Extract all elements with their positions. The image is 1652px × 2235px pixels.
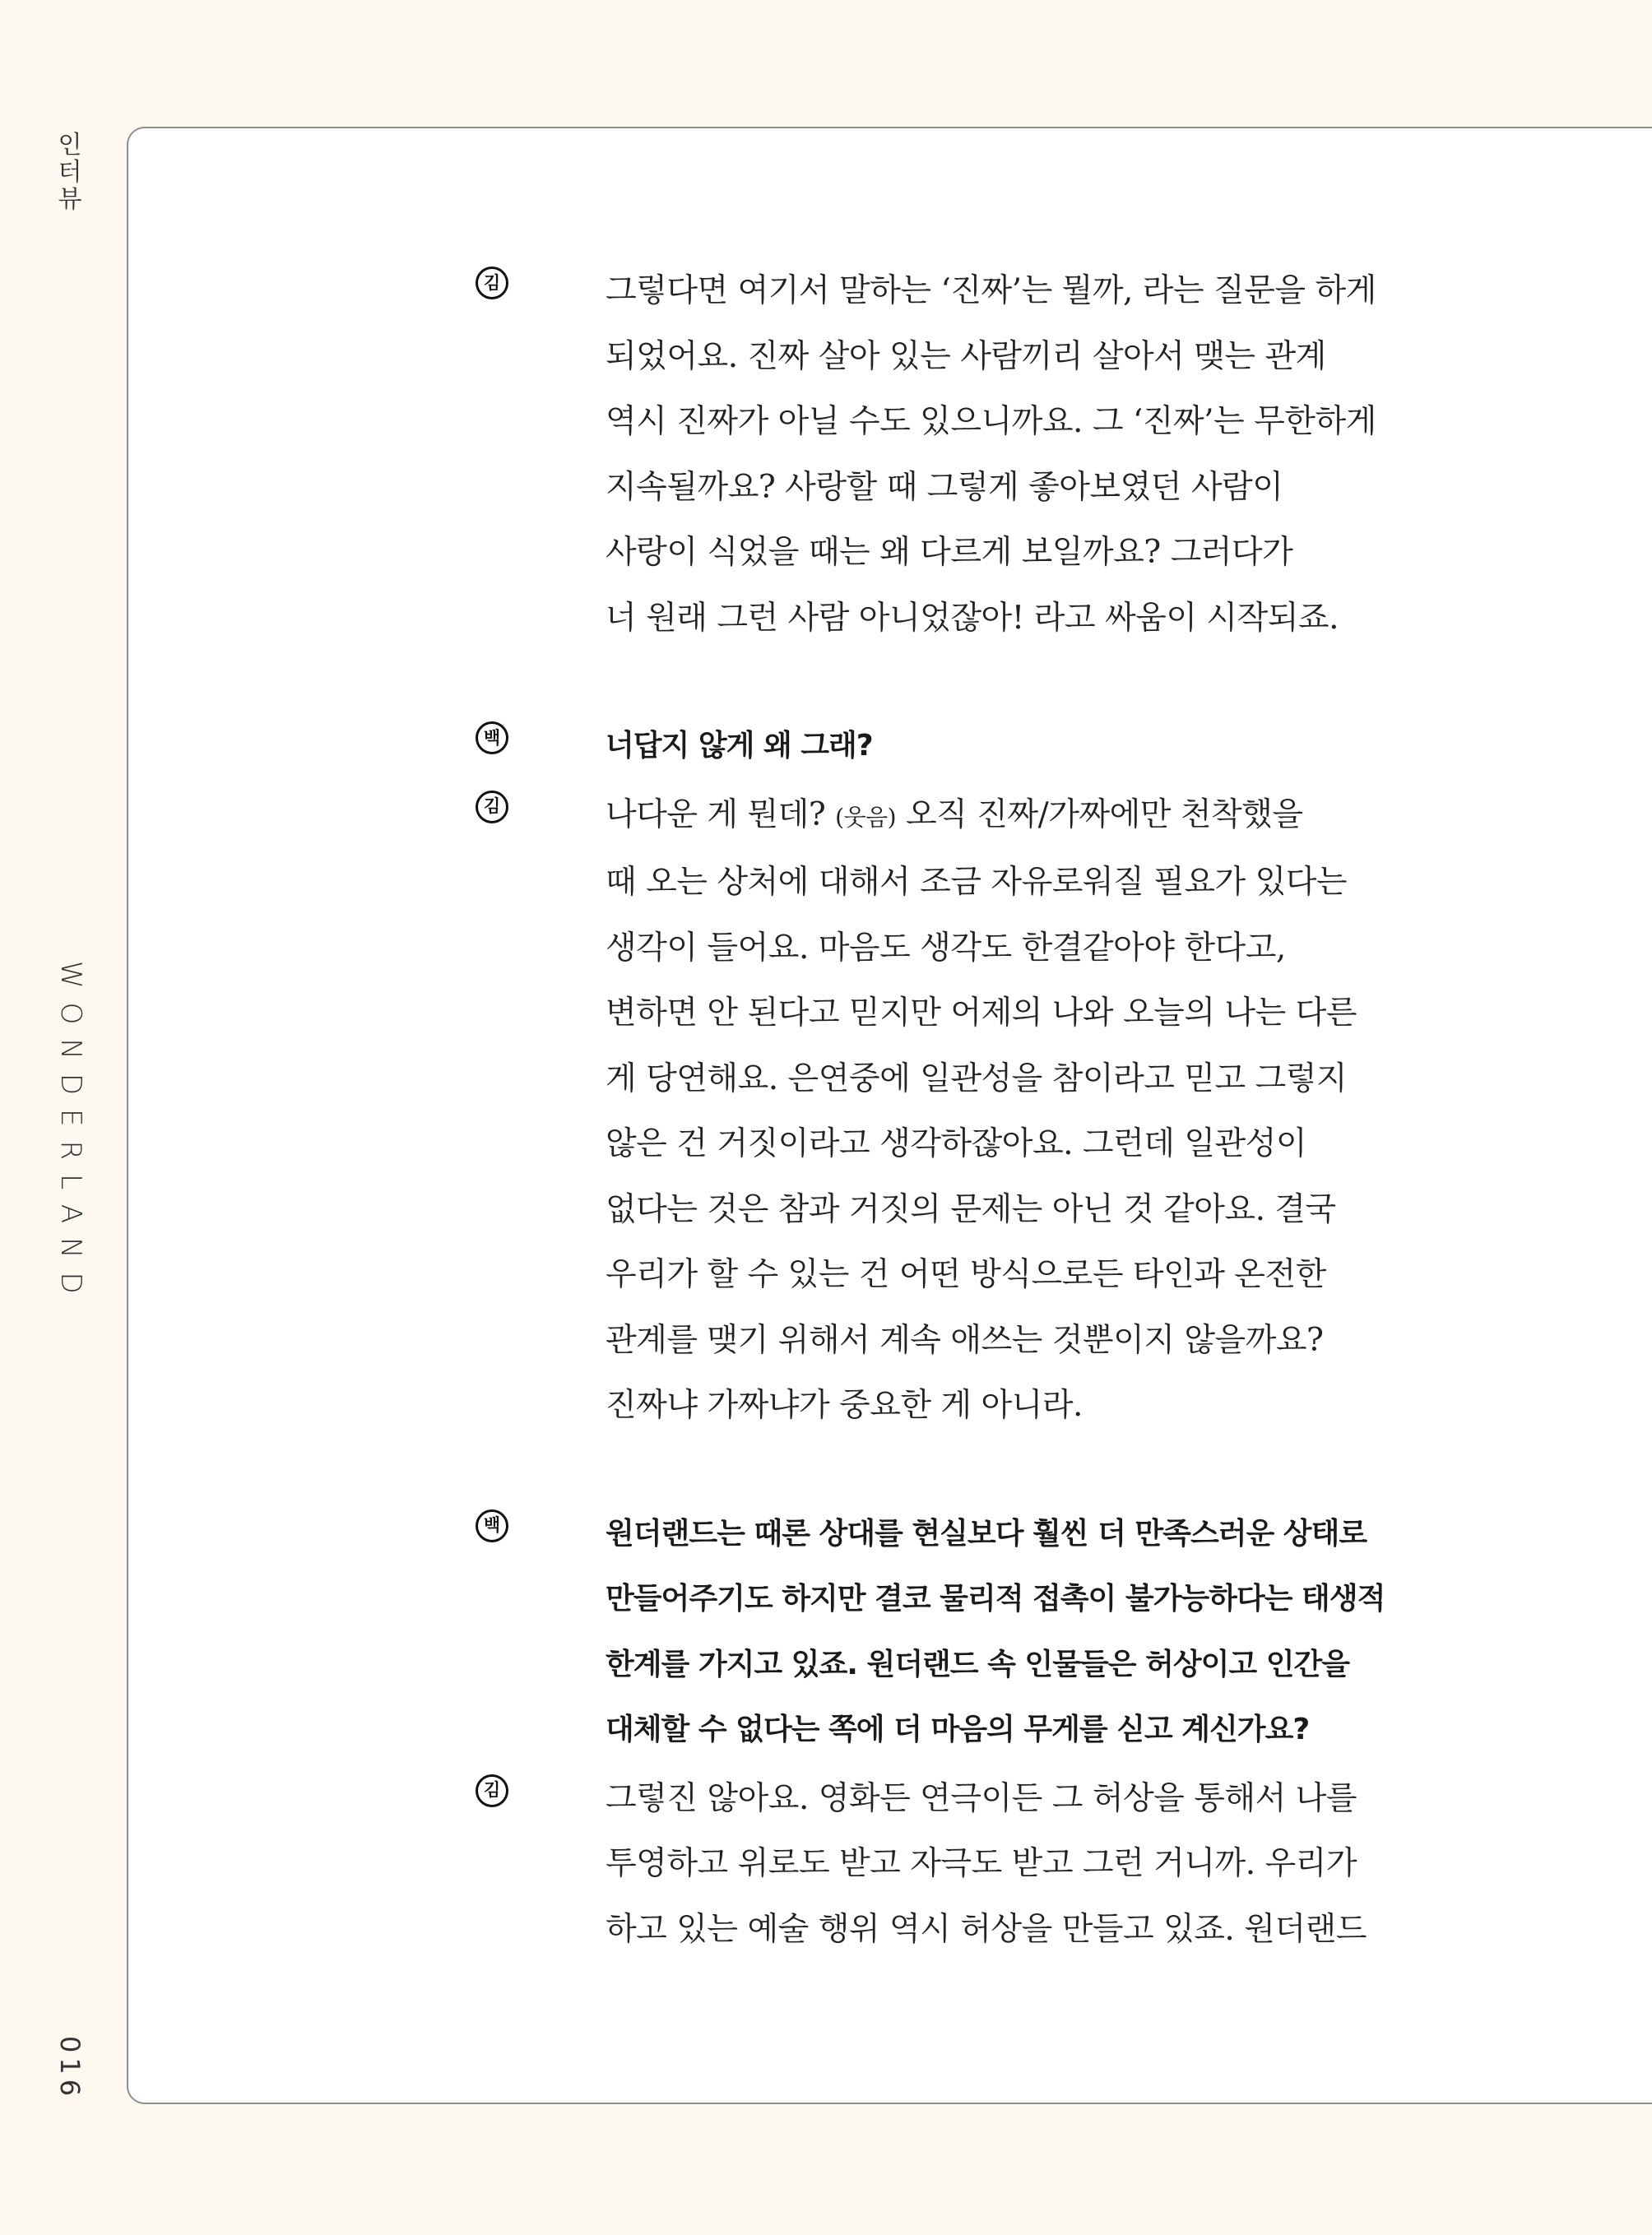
answer-entry bbox=[476, 1766, 1463, 1963]
speaker-marker: 김 bbox=[476, 791, 508, 823]
text-line: 대체할 수 없다는 쪽에 더 마음의 무게를 싣고 계신가요? bbox=[606, 1713, 1310, 1746]
text-line: 때 오는 상처에 대해서 조금 자유로워질 필요가 있다는 bbox=[606, 864, 1348, 901]
laugh-note: (웃음) bbox=[835, 803, 897, 831]
question-text bbox=[606, 1501, 1463, 1763]
speaker-marker: 김 bbox=[476, 1774, 508, 1807]
answer-text bbox=[606, 258, 1463, 651]
answer-entry bbox=[476, 782, 1463, 1439]
text-segment: 오직 진짜/가짜에만 천착했을 bbox=[896, 795, 1303, 833]
text-line: 지속될까요? 사랑할 때 그렇게 좋아보였던 사람이 bbox=[606, 468, 1283, 506]
text-line: 너답지 않게 왜 그래? bbox=[606, 729, 873, 763]
speaker-marker: 백 bbox=[476, 721, 508, 754]
text-line: 투영하고 위로도 받고 자극도 받고 그런 거니까. 우리가 bbox=[606, 1845, 1357, 1882]
answer-text bbox=[606, 782, 1463, 1439]
text-line: 변하면 안 된다고 믿지만 어제의 나와 오늘의 나는 다른 bbox=[606, 995, 1357, 1032]
speaker-marker: 백 bbox=[476, 1509, 508, 1542]
answer-text bbox=[606, 1766, 1463, 1963]
text-line: 사랑이 식었을 때는 왜 다르게 보일까요? 그러다가 bbox=[606, 534, 1293, 571]
page-number: 016 bbox=[54, 2036, 86, 2102]
text-line: 진짜냐 가짜냐가 중요한 게 아니라. bbox=[606, 1387, 1083, 1424]
question-text bbox=[606, 713, 1463, 779]
text-line: 원더랜드는 때론 상대를 현실보다 훨씬 더 만족스러운 상태로 bbox=[606, 1516, 1367, 1551]
text-line bbox=[606, 782, 1463, 851]
section-label: 인터뷰 bbox=[58, 131, 82, 214]
text-line: 한계를 가지고 있죠. 원더랜드 속 인물들은 허상이고 인간을 bbox=[606, 1647, 1350, 1681]
text-line: 않은 건 거짓이라고 생각하잖아요. 그런데 일관성이 bbox=[606, 1125, 1307, 1162]
text-line: 그렇다면 여기서 말하는 ‘진짜’는 뭘까, 라는 질문을 하게 bbox=[606, 272, 1376, 309]
text-line: 되었어요. 진짜 살아 있는 사람끼리 살아서 맺는 관계 bbox=[606, 337, 1326, 375]
speaker-marker: 김 bbox=[476, 267, 508, 299]
text-line: 하고 있는 예술 행위 역시 허상을 만들고 있죠. 원더랜드 bbox=[606, 1910, 1367, 1948]
text-segment: 나다운 게 뭔데? bbox=[606, 795, 836, 833]
magazine-title: WONDERLAND bbox=[54, 961, 87, 1308]
text-line: 게 당연해요. 은연중에 일관성을 참이라고 믿고 그렇지 bbox=[606, 1060, 1348, 1097]
interview-content bbox=[476, 258, 1463, 1965]
text-line: 생각이 들어요. 마음도 생각도 한결같아야 한다고, bbox=[606, 929, 1286, 967]
text-line: 너 원래 그런 사람 아니었잖아! 라고 싸움이 시작되죠. bbox=[606, 599, 1339, 637]
text-line: 만들어주기도 하지만 결코 물리적 접촉이 불가능하다는 태생적 bbox=[606, 1582, 1385, 1616]
text-line: 그렇진 않아요. 영화든 연극이든 그 허상을 통해서 나를 bbox=[606, 1779, 1357, 1817]
text-line: 우리가 할 수 있는 건 어떤 방식으로든 타인과 온전한 bbox=[606, 1256, 1326, 1293]
answer-entry bbox=[476, 258, 1463, 651]
text-line: 관계를 맺기 위해서 계속 애쓰는 것뿐이지 않을까요? bbox=[606, 1321, 1324, 1359]
question-entry bbox=[476, 713, 1463, 779]
text-line: 없다는 것은 참과 거짓의 문제는 아닌 것 같아요. 결국 bbox=[606, 1190, 1336, 1228]
text-line: 역시 진짜가 아닐 수도 있으니까요. 그 ‘진짜’는 무한하게 bbox=[606, 403, 1376, 440]
question-entry bbox=[476, 1501, 1463, 1763]
